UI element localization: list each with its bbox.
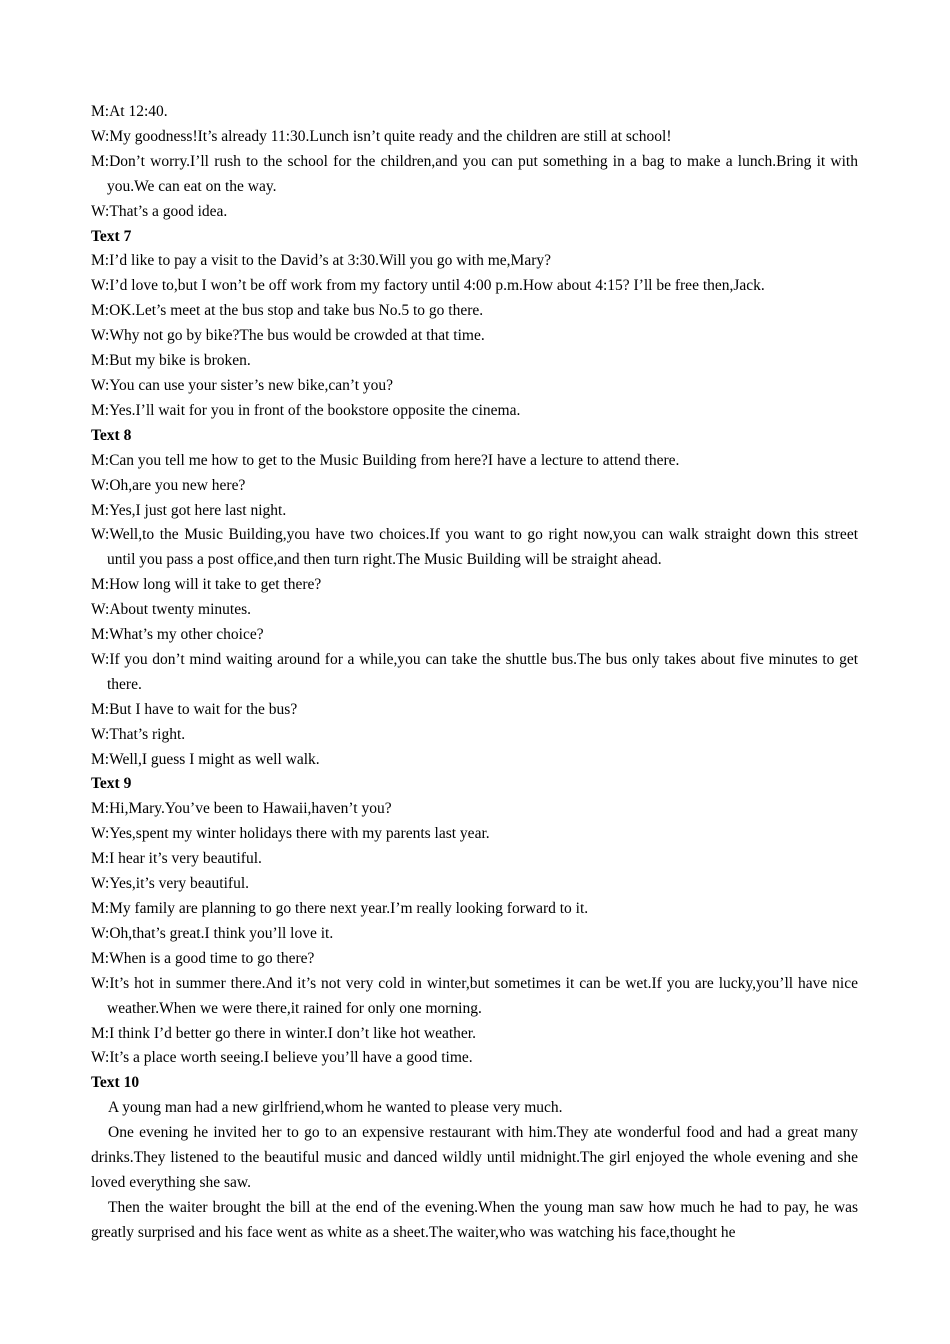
dialogue-line: W:About twenty minutes. bbox=[91, 601, 252, 619]
dialogue-line: M:But my bike is broken. bbox=[91, 352, 251, 370]
dialogue-line: W:Oh,are you new here? bbox=[91, 476, 246, 494]
passage-paragraph: One evening he invited her to go to an expensive restaurant with him.They ate wonderful food and had a great many drinks.They listened to the beautiful music and danced wildly until midnight.The girl enjoyed the whole evening and she loved everything she saw. bbox=[91, 1124, 858, 1191]
dialogue-line: W:Well,to the Music Building,you have two choices.If you want to go right now,you can walk straight down this street until you pass a post office,and then turn right.The Music Building will be straight ahead. bbox=[91, 526, 858, 569]
dialogue-line: W:Yes,spent my winter holidays there with my parents last year. bbox=[91, 825, 490, 843]
dialogue-line: W:It’s a place worth seeing.I believe you’ll have a good time. bbox=[91, 1049, 473, 1067]
dialogue-line: M:Yes.I’ll wait for you in front of the bookstore opposite the cinema. bbox=[91, 401, 521, 419]
section-heading-text8: Text 8 bbox=[91, 426, 132, 444]
dialogue-line: M:I think I’d better go there in winter.I don’t like hot weather. bbox=[91, 1024, 476, 1042]
dialogue-line: M:Yes,I just got here last night. bbox=[91, 501, 287, 519]
dialogue-line: M:How long will it take to get there? bbox=[91, 576, 322, 594]
dialogue-line: W:It’s hot in summer there.And it’s not very cold in winter,but sometimes it can be wet.If you are lucky,you’ll have nice weather.When we were there,it rained for only one morning. bbox=[91, 974, 858, 1017]
dialogue-line: W:That’s a good idea. bbox=[91, 202, 228, 220]
dialogue-line: M:I hear it’s very beautiful. bbox=[91, 850, 262, 868]
passage-paragraph: A young man had a new girlfriend,whom he wanted to please very much. bbox=[108, 1099, 563, 1117]
dialogue-line: M:At 12:40. bbox=[91, 103, 168, 120]
dialogue-line: W:I’d love to,but I won’t be off work from my factory until 4:00 p.m.How about 4:15? I’ll be free then,Jack. bbox=[91, 277, 765, 295]
dialogue-line: M:My family are planning to go there next year.I’m really looking forward to it. bbox=[91, 900, 589, 917]
dialogue-line: W:That’s right. bbox=[91, 725, 186, 743]
dialogue-line: M:Don’t worry.I’ll rush to the school for the children,and you can put something in a bag to make a lunch.Bring it with you.We can eat on the way. bbox=[91, 152, 858, 195]
dialogue-line: M:OK.Let’s meet at the bus stop and take bus No.5 to go there. bbox=[91, 302, 484, 320]
section-heading-text9: Text 9 bbox=[91, 775, 132, 793]
dialogue-line: M:But I have to wait for the bus? bbox=[91, 700, 298, 718]
document-page bbox=[91, 100, 858, 1246]
dialogue-line: M:When is a good time to go there? bbox=[91, 949, 315, 967]
section-heading-text7: Text 7 bbox=[91, 227, 132, 245]
dialogue-line: W:If you don’t mind waiting around for a while,you can take the shuttle bus.The bus only takes about five minutes to get there. bbox=[91, 650, 858, 693]
dialogue-line: W:Why not go by bike?The bus would be crowded at that time. bbox=[91, 327, 485, 345]
passage-paragraph: Then the waiter brought the bill at the end of the evening.When the young man saw how much he had to pay, he was greatly surprised and his face went as white as a sheet.The waiter,who was watching his face,thought he bbox=[91, 1198, 858, 1241]
dialogue-line: M:What’s my other choice? bbox=[91, 626, 264, 644]
dialogue-line: M:Well,I guess I might as well walk. bbox=[91, 750, 320, 768]
section-heading-text10: Text 10 bbox=[91, 1074, 140, 1092]
dialogue-line: M:Can you tell me how to get to the Music Building from here?I have a lecture to attend there. bbox=[91, 451, 680, 469]
dialogue-line: M:I’d like to pay a visit to the David’s at 3:30.Will you go with me,Mary? bbox=[91, 252, 551, 270]
dialogue-line: W:Yes,it’s very beautiful. bbox=[91, 875, 249, 893]
dialogue-line: W:You can use your sister’s new bike,can’t you? bbox=[91, 376, 394, 394]
dialogue-line: M:Hi,Mary.You’ve been to Hawaii,haven’t you? bbox=[91, 800, 392, 818]
dialogue-line: W:My goodness!It’s already 11:30.Lunch isn’t quite ready and the children are still at school! bbox=[91, 127, 672, 145]
dialogue-line: W:Oh,that’s great.I think you’ll love it. bbox=[91, 924, 334, 942]
